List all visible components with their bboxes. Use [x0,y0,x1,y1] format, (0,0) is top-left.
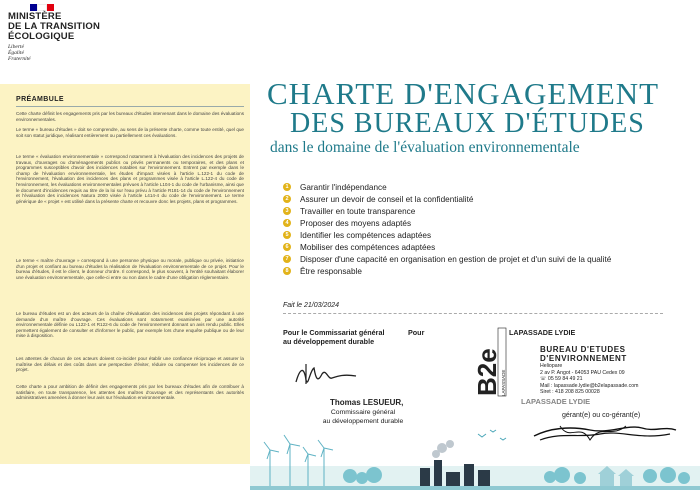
republic-motto: Liberté Égalité Fraternité [8,44,31,62]
pour-label: Pour [408,328,425,337]
preamble-paragraph: Le terme « bureau d'études » doit se comprendre, au sens de la présente charte, comme toute entité, quel que soit son statut juridique, réalisant entièrement ou partiellement ces évaluations. [16,127,244,138]
commitment-number-badge: 2 [283,195,291,203]
signing-date: Fait le 21/03/2024 [283,302,340,309]
commitment-number-badge: 8 [283,267,291,275]
charter-title-line2: DES BUREAUX D'ÉTUDES [290,108,645,139]
commitment-item: 8 Être responsable [283,265,683,277]
commitment-item: 2 Assurer un devoir de conseil et la confidentialité [283,193,683,205]
svg-text:LAPASSADE: LAPASSADE [501,369,506,396]
preamble-divider [16,106,244,107]
svg-text:B2e: B2e [472,348,502,396]
french-flag-icon [30,4,54,11]
preamble-paragraph: Le terme « évaluation environnementale » correspond notamment à l'évaluation des incidences des projets de travaux, d'ouvrages ou d'aménagements publics ou privés permanents ou temporaires, et des plans et programmes susceptibles d'avoir des incidences notables sur l'environnement. Entrent par exemple dans le champ de l'évaluation environnementale, les études d'impact visées à l'article L.122-1 du code de l'environnement, l'évaluation des incidences des plans et programmes visée à l'article L.122-4 du code de l'environnement, les évaluations environnementales prévues à l'article L104-1 du code de l'urbanisme, ainsi que le document d'incidences requis au titre de la loi sur l'eau prévu à l'article R181-14 du code de l'environnement et l'évaluation des incidences Natura 2000 visée à l'article L414-4 du code de l'environnement. Le terme générique de « projet » est utilisé dans la présente charte et recouvre donc les projets, plans et programmes. [16,154,244,204]
charter-subtitle: dans le domaine de l'évaluation environnementale [270,139,580,156]
signer-title: Commissaire général au développement durable [322,409,404,425]
commitment-number-badge: 3 [283,207,291,215]
b2e-logo-icon [472,322,518,402]
commitment-item: 5 Identifier les compétences adaptées [283,229,683,241]
commitment-item: 3 Travailler en toute transparence [283,205,683,217]
company-stamp: BUREAU D'ETUDES D'ENVIRONNEMENT Heliopare 2 av P. Angot - 64053 PAU Cedex 09 ☏ 05 59 84 49 21 Mail : lapassade.lydie@b2elapassade.com Siret : 418 208 825 00028 [540,345,639,396]
signatory-role: gérant(e) ou co-gérant(e) [562,412,641,419]
commitment-number-badge: 4 [283,219,291,227]
signer-name: Thomas LESUEUR, [330,398,404,407]
cgdd-signature [292,360,362,390]
preamble-paragraph: Cette charte définit les engagements pris par les bureaux d'études intervenant dans le domaine des évaluations environnementales. [16,111,244,122]
ministry-name: MINISTÈRE DE LA TRANSITION ÉCOLOGIQUE [8,11,101,42]
commitment-item: 4 Proposer des moyens adaptés [283,217,683,229]
landscape-illustration [250,420,700,490]
commitment-item: 1 Garantir l'indépendance [283,181,683,193]
preamble-paragraph: Cette charte a pour ambition de définir des engagements pris par les bureaux d'études afin de contribuer à satisfaire, en toute transparence, les attentes des maîtres d'ouvrage et des représentants des autorités administratives amenées à donner leur avis sur l'évaluation environnementale. [16,384,244,401]
preamble-title: PRÉAMBULE [16,96,64,103]
preamble-paragraph: Le bureau d'études est un des acteurs de la chaîne d'évaluation des incidences des projets répondant à une demande d'un maître d'ouvrage. Ces évaluations sont notamment examinées par une autorité environnementale définie ou L122-1 et R122-6 du code de l'environnement donnant un avis rendu public. Elles permettent également de consulter et d'informer le public, par exemple lors d'une enquête publique ou de leur mise à disposition. [16,311,244,339]
signatory-name: LAPASSADE LYDIE [509,328,576,337]
commitment-item: 7 Disposer d'une capacité en organisation en gestion de projet et d'un suivi de la qualité [283,253,683,265]
stamp-overlap-name: LAPASSADE LYDIE [521,397,591,406]
preamble-paragraph: Le terme « maître d'ouvrage » correspond à une personne physique ou morale, publique ou privée, initiatrice d'un projet et confiant au bureau d'études la réalisation de l'évaluation environnementale de ce projet. Pour le bureau d'études, il est le client, le donneur d'ordre. Il correspond, le plus souvent, à l'entité souhaitant élaborer une évaluation environnementale, que celle-ci entre ou non dans le cadre d'une obligation réglementaire. [16,258,244,280]
preamble-paragraph: Les attentes de chacun de ces acteurs doivent co-incider pour établir une confiance réciproque et assurer la maîtrise des délais et des coûts dans une perspective d'éviter, réduire ou compenser les incidences de ce projet. [16,356,244,373]
commitment-item: 6 Mobiliser des compétences adaptées [283,241,683,253]
commitment-number-badge: 1 [283,183,291,191]
commitment-number-badge: 5 [283,231,291,239]
signing-divider [283,313,663,314]
commitment-number-badge: 7 [283,255,291,263]
cgdd-label: Pour le Commissariat général au développement durable [283,328,385,346]
charter-title-line1: CHARTE D'ENGAGEMENT [267,76,660,111]
commitment-number-badge: 6 [283,243,291,251]
